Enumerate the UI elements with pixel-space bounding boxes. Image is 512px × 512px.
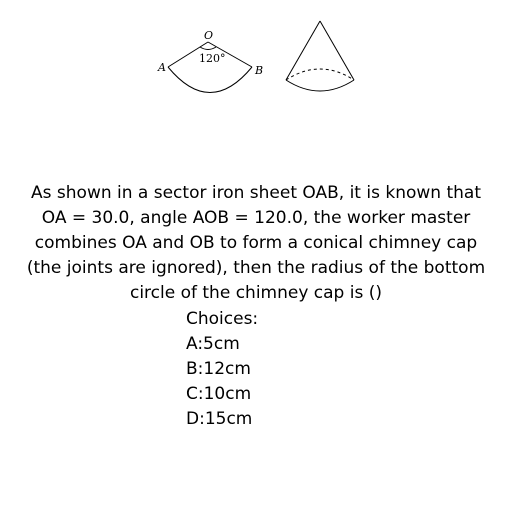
cone-right-edge (320, 21, 354, 80)
cone-left-edge (286, 21, 320, 80)
point-b-label: B (255, 64, 264, 77)
cone-base-front (286, 80, 354, 91)
cone-base-back (286, 69, 354, 80)
choices-list (186, 307, 258, 432)
choice-a: A:5cm (186, 334, 240, 354)
choice-b: B:12cm (186, 359, 251, 379)
point-a-label: A (158, 61, 166, 74)
choice-c: C:10cm (186, 384, 252, 404)
choices-heading: Choices: (186, 309, 259, 329)
choice-d: D:15cm (186, 409, 253, 429)
question-text: As shown in a sector iron sheet OAB, it is known that OA = 30.0, angle AOB = 120.0, the worker master combines OA and OB to form a conical chimney cap (the joints are ignored), then the radius of the bottom circle of the chimney cap is () (26, 183, 486, 303)
sector-figure (168, 42, 252, 93)
angle-marker (200, 47, 216, 50)
point-o-label: O (204, 29, 214, 42)
cone-figure (286, 21, 354, 91)
arc-ab (168, 67, 252, 93)
geometry-figure (0, 0, 512, 100)
angle-label: 120° (199, 52, 226, 65)
